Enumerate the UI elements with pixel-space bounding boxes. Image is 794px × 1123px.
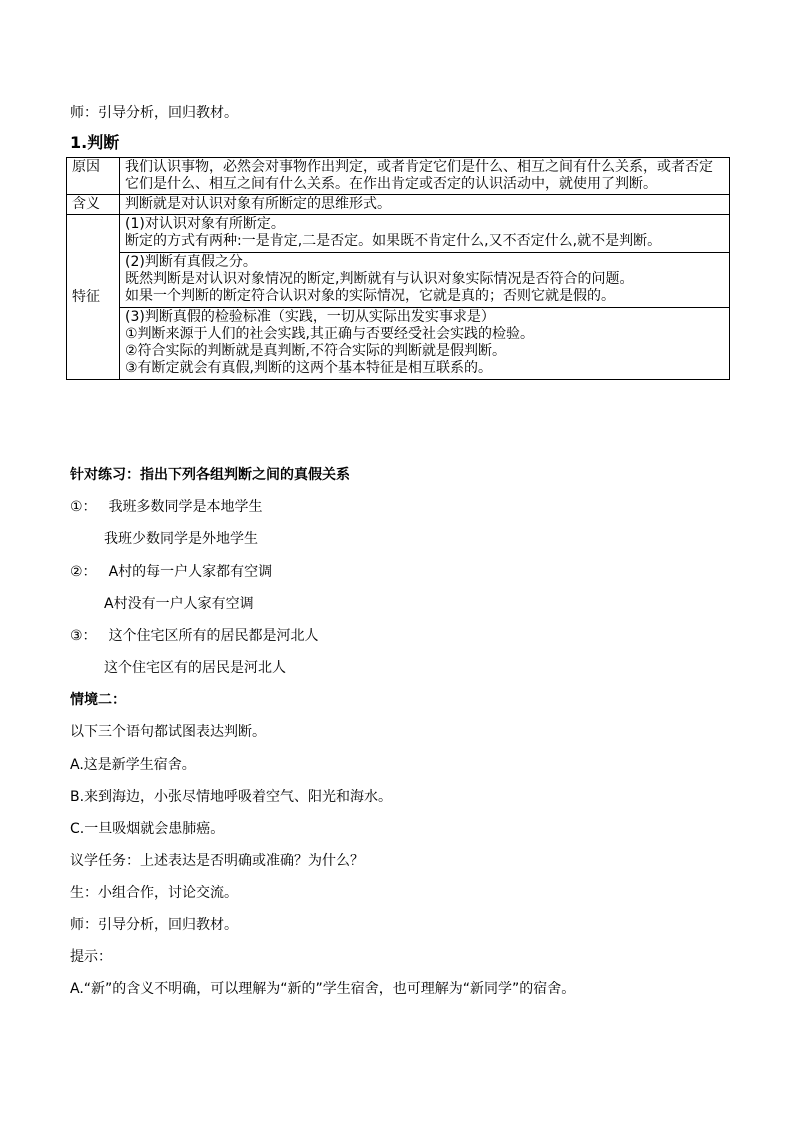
feature-3-title: (3)判断真假的检验标准（实践，一切从实际出发实事求是） <box>125 309 495 325</box>
table-row-feature <box>67 215 730 380</box>
scenario-task: 议学任务：上述表达是否明确或准确？为什么？ <box>70 853 364 869</box>
judgement-table <box>66 157 730 380</box>
scenario-hint-a: A.“新”的含义不明确，可以理解为“新的”学生宿舍，也可理解为“新同学”的宿舍。 <box>70 981 576 997</box>
exercise-num-2: ②： <box>70 564 97 580</box>
feature-2-text-2: 如果一个判断的断定符合认识对象的实际情况，它就是真的；否则它就是假的。 <box>125 288 615 304</box>
feature-3-text-3: ③有断定就会有真假,判断的这两个基本特征是相互联系的。 <box>125 360 492 376</box>
feature-3-text-1: ①判断来源于人们的社会实践,其正确与否要经受社会实践的检验。 <box>125 326 534 342</box>
exercise-text-1a: 我班多数同学是本地学生 <box>108 499 263 515</box>
feature-block-3 <box>120 308 729 379</box>
table-row-reason <box>67 158 730 195</box>
exercise-num-1: ①： <box>70 499 97 515</box>
exercise-item-2a <box>70 563 272 581</box>
scenario-option-a: A.这是新学生宿舍。 <box>70 757 196 773</box>
row-label-meaning: 含义 <box>67 195 120 215</box>
section-title: 1.判断 <box>70 133 120 152</box>
table-row-meaning <box>67 195 730 215</box>
teacher-line <box>70 104 238 122</box>
exercise-text-3b: 这个住宅区有的居民是河北人 <box>104 660 286 676</box>
row-text-reason: 我们认识事物，必然会对事物作出判定，或者肯定它们是什么、相互之间有什么关系，或者否定它们是什么、相互之间有什么关系。在作出肯定或否定的认识活动中，就使用了判断。 <box>120 158 730 195</box>
scenario-title: 情境二： <box>70 692 126 708</box>
feature-1-title: (1)对认识对象有所断定。 <box>125 216 285 232</box>
feature-1-text: 断定的方式有两种:一是肯定,二是否定。如果既不肯定什么,又不否定什么,就不是判断。 <box>125 233 662 249</box>
exercise-title: 针对练习：指出下列各组判断之间的真假关系 <box>70 467 350 483</box>
feature-block-2 <box>120 253 729 308</box>
row-label-feature: 特征 <box>67 215 120 380</box>
row-text-meaning: 判断就是对认识对象有所断定的思维形式。 <box>120 195 730 215</box>
feature-2-text-1: 既然判断是对认识对象情况的断定,判断就有与认识对象实际情况是否符合的问题。 <box>125 271 634 287</box>
feature-2-title: (2)判断有真假之分。 <box>125 254 257 270</box>
feature-block-1 <box>120 215 729 253</box>
scenario-option-b: B.来到海边，小张尽情地呼吸着空气、阳光和海水。 <box>70 789 393 805</box>
scenario-hint-label: 提示： <box>70 949 112 965</box>
exercise-num-3: ③： <box>70 628 97 644</box>
exercise-text-2b: A村没有一户人家有空调 <box>104 596 254 612</box>
exercise-text-1b: 我班少数同学是外地学生 <box>104 531 258 547</box>
exercise-text-2a: A村的每一户人家都有空调 <box>108 564 273 580</box>
scenario-intro: 以下三个语句都试图表达判断。 <box>70 724 266 740</box>
teacher-text: 师：引导分析，回归教材。 <box>70 105 238 121</box>
row-label-reason: 原因 <box>67 158 120 195</box>
scenario-teacher: 师：引导分析，回归教材。 <box>70 917 238 933</box>
feature-3-text-2: ②符合实际的判断就是真判断,不符合实际的判断就是假判断。 <box>125 343 506 359</box>
exercise-text-3a: 这个住宅区所有的居民都是河北人 <box>108 628 319 644</box>
scenario-student: 生：小组合作，讨论交流。 <box>70 885 238 901</box>
scenario-option-c: C.一旦吸烟就会患肺癌。 <box>70 821 225 837</box>
exercise-item-1a <box>70 498 263 516</box>
row-feature-cell <box>120 215 730 380</box>
exercise-item-3a <box>70 627 319 645</box>
